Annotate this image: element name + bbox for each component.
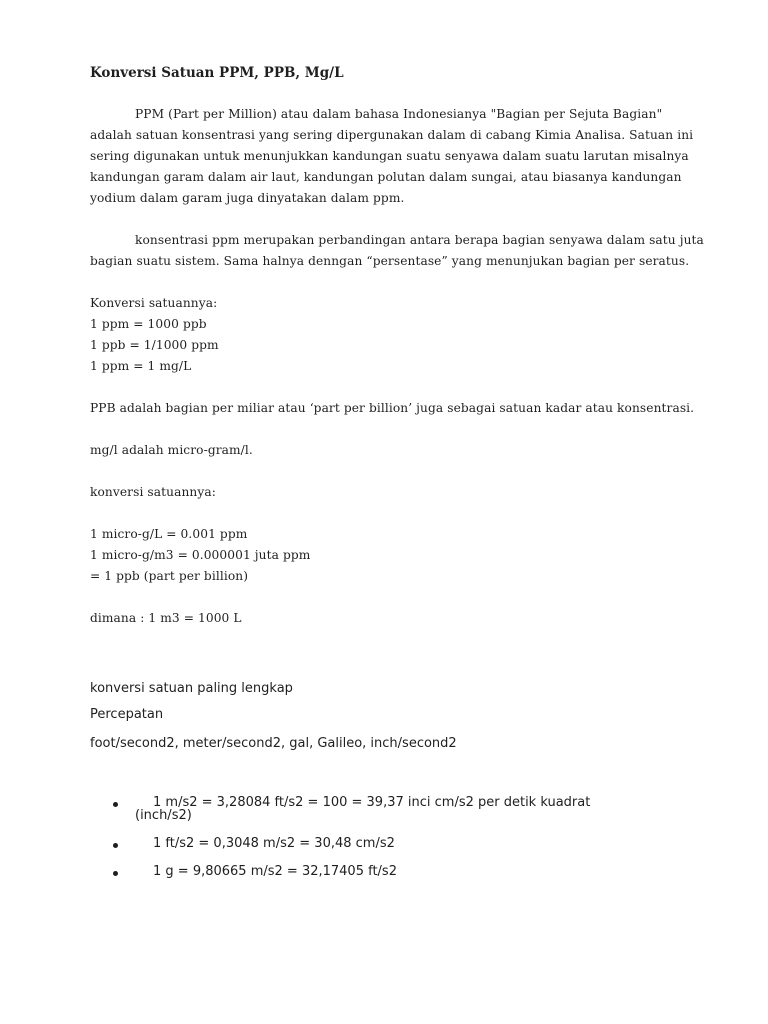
conversion-1-line-1: 1 ppm = 1000 ppb	[90, 317, 207, 331]
para2-line-2: bagian suatu sistem. Sama halnya denngan “persentase” yang menunjukan bagian per seratus.	[90, 254, 690, 268]
para1-line-5: yodium dalam garam juga dinyatakan dalam ppm.	[90, 191, 405, 205]
conversion-2-line-3: = 1 ppb (part per billion)	[90, 569, 249, 583]
para2-line-1: konsentrasi ppm merupakan perbandingan antara berapa bagian senyawa dalam satu juta	[135, 233, 704, 247]
bullet-3-line-1: 1 g = 9,80665 m/s2 = 32,17405 ft/s2	[153, 864, 397, 879]
para1-line-4: kandungan garam dalam air laut, kandungan polutan dalam sungai, atau biasanya kandungan	[90, 170, 682, 184]
para1-line-3: sering digunakan untuk menunjukkan kandungan suatu senyawa dalam suatu larutan misalnya	[90, 149, 689, 163]
conversion-heading-2: konversi satuannya:	[90, 485, 216, 499]
section2-title: konversi satuan paling lengkap	[90, 681, 293, 696]
bullet-2-line-1: 1 ft/s2 = 0,3048 m/s2 = 30,48 cm/s2	[153, 836, 395, 851]
units-list: foot/second2, meter/second2, gal, Galileo, inch/second2	[90, 736, 457, 751]
ppb-definition: PPB adalah bagian per miliar atau ‘part per billion’ juga sebagai satuan kadar atau konsentrasi.	[90, 401, 695, 415]
bullet-1-line-2: (inch/s2)	[135, 808, 192, 823]
section2-subtitle: Percepatan	[90, 707, 164, 722]
conversion-1-line-3: 1 ppm = 1 mg/L	[90, 359, 192, 373]
bullet-dot	[113, 871, 118, 876]
mgl-definition: mg/l adalah micro-gram/l.	[90, 443, 253, 457]
para1-line-2: adalah satuan konsentrasi yang sering dipergunakan dalam di cabang Kimia Analisa. Satuan ini	[90, 128, 694, 142]
conversion-2-line-2: 1 micro-g/m3 = 0.000001 juta ppm	[90, 548, 311, 562]
bullet-dot	[113, 843, 118, 848]
para1-line-1: PPM (Part per Million) atau dalam bahasa Indonesianya "Bagian per Sejuta Bagian"	[135, 107, 663, 121]
conversion-heading-1: Konversi satuannya:	[90, 296, 218, 310]
conversion-2-line-1: 1 micro-g/L = 0.001 ppm	[90, 527, 248, 541]
conversion-1-line-2: 1 ppb = 1/1000 ppm	[90, 338, 219, 352]
document-title: Konversi Satuan PPM, PPB, Mg/L	[90, 65, 344, 81]
bullet-dot	[113, 802, 118, 807]
bullet-1-line-1: 1 m/s2 = 3,28084 ft/s2 = 100 = 39,37 inci cm/s2 per detik kuadrat	[153, 795, 591, 810]
where-note: dimana : 1 m3 = 1000 L	[90, 611, 242, 625]
